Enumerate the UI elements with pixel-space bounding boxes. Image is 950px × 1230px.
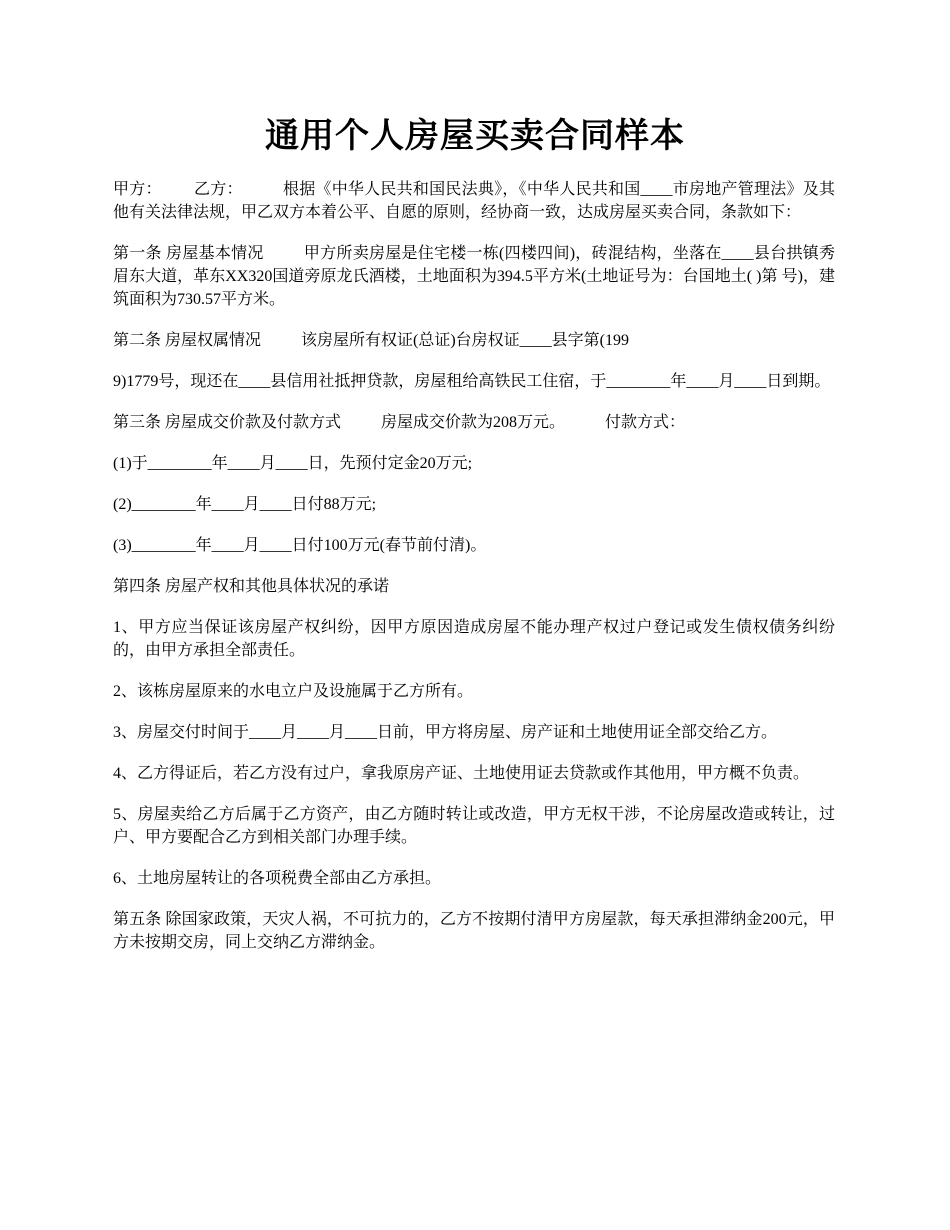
article3-payment-label: 付款方式： [605,414,686,431]
payment-item-1: (1)于________年____月____日，先预付定金20万元; [113,455,473,472]
article1-heading: 第一条 房屋基本情况 [113,245,264,262]
article2-text: 该房屋所有权证(总证)台房权证____县字第(199 [301,332,630,349]
article4-item-5: 5、房屋卖给乙方后属于乙方资产，由乙方随时转让或改造，甲方无权干涉，不论房屋改造或转让，过户、甲方要配合乙方到相关部门办理手续。 [113,806,835,846]
document-title: 通用个人房屋买卖合同样本 [265,118,685,155]
article3-paragraph [113,411,835,434]
document-body [113,178,835,972]
party-a-label: 甲方： [113,181,162,198]
article4-heading: 第四条 房屋产权和其他具体状况的承诺 [113,578,390,595]
payment-item-2: (2)________年____月____日付88万元; [113,496,377,513]
party-b-label: 乙方： [193,181,243,198]
article4-item-6: 6、土地房屋转让的各项税费全部由乙方承担。 [113,870,442,887]
article4-item-4: 4、乙方得证后，若乙方没有过户，拿我原房产证、土地使用证去贷款或作其他用，甲方概不负责。 [113,765,810,782]
article3-heading: 第三条 房屋成交价款及付款方式 [113,414,342,431]
payment-item-3: (3)________年____月____日付100万元(春节前付清)。 [113,537,487,554]
article2-heading: 第二条 房屋权属情况 [113,332,262,349]
article3-price: 房屋成交价款为208万元。 [381,414,566,431]
article1-text: 甲方所卖房屋是住宅楼一栋(四楼四间)，砖混结构，坐落在____县台拱镇秀眉东大道，革东XX320国道旁原龙氏酒楼，土地面积为394.5平方米(土地证号为：台国地土( )第 号)，建筑面积为730.57平方米。 [113,245,835,308]
article2-continuation: 9)1779号，现还在____县信用社抵押贷款，房屋租给高铁民工住宿，于________年____月____日到期。 [113,373,831,390]
article4-item-2: 2、该栋房屋原来的水电立户及设施属于乙方所有。 [113,683,474,700]
article5-paragraph: 第五条 除国家政策，天灾人祸，不可抗力的，乙方不按期付清甲方房屋款，每天承担滞纳金200元，甲方未按期交房，同上交纳乙方滞纳金。 [113,911,835,951]
intro-paragraph [113,178,835,224]
article1-paragraph [113,242,835,311]
intro-text: 根据《中华人民共和国民法典》，《中华人民共和国____市房地产管理法》及其他有关法律法规，甲乙双方本着公平、自愿的原则，经协商一致，达成房屋买卖合同，条款如下： [113,181,835,221]
article2-paragraph [113,329,835,352]
article4-item-1: 1、甲方应当保证该房屋产权纠纷，因甲方原因造成房屋不能办理产权过户登记或发生债权债务纠纷的，由甲方承担全部责任。 [113,619,835,659]
article4-item-3: 3、房屋交付时间于____月____月____日前，甲方将房屋、房产证和土地使用证全部交给乙方。 [113,724,778,741]
